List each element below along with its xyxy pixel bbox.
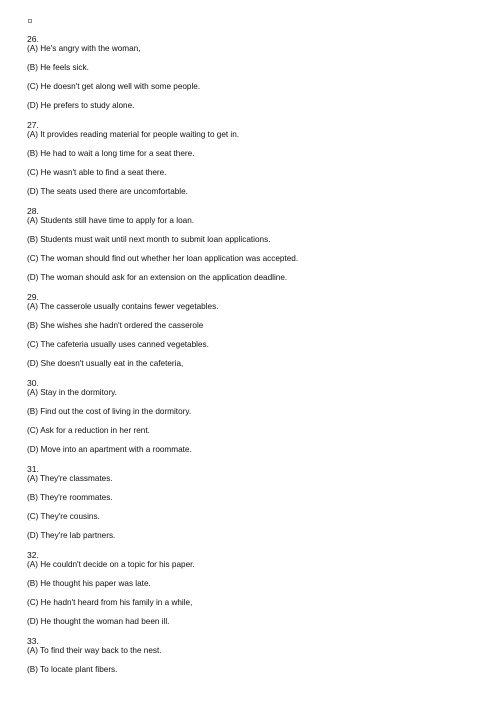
question-number: 26. bbox=[27, 34, 39, 44]
option-b: (B) He had to wait a long time for a seat there. bbox=[27, 149, 195, 158]
option-d: (D) The seats used there are uncomfortable. bbox=[27, 187, 188, 196]
option-b: (B) He thought his paper was late. bbox=[27, 579, 151, 588]
option-a: (A) He's angry with the woman, bbox=[27, 44, 141, 53]
option-d: (D) She doesn't usually eat in the cafeteria, bbox=[27, 359, 184, 368]
option-a: (A) He couldn't decide on a topic for his paper. bbox=[27, 560, 195, 569]
option-d: (D) He prefers to study alone. bbox=[27, 101, 135, 110]
question-27 bbox=[27, 120, 487, 197]
option-a: (A) Students still have time to apply for a loan. bbox=[27, 216, 195, 225]
option-a: (A) Stay in the dormitory. bbox=[27, 388, 117, 397]
option-c: (C) The cafeteria usually uses canned vegetables. bbox=[27, 340, 209, 349]
question-32 bbox=[27, 550, 487, 627]
question-number: 28. bbox=[27, 206, 39, 216]
question-number: 27. bbox=[27, 120, 39, 130]
option-c: (C) The woman should find out whether her loan application was accepted. bbox=[27, 254, 299, 263]
option-b: (B) To locate plant fibers. bbox=[27, 665, 118, 674]
option-a: (A) It provides reading material for people waiting to get in. bbox=[27, 130, 240, 139]
option-b: (B) Find out the cost of living in the dormitory. bbox=[27, 407, 192, 416]
question-number: 32. bbox=[27, 550, 39, 560]
option-d: (D) The woman should ask for an extension on the application deadline. bbox=[27, 273, 288, 282]
option-b: (B) She wishes she hadn't ordered the casserole bbox=[27, 321, 204, 330]
page-corner-mark bbox=[28, 19, 32, 23]
question-number: 31. bbox=[27, 464, 39, 474]
option-b: (B) They're roommates. bbox=[27, 493, 113, 502]
option-c: (C) They're cousins. bbox=[27, 512, 100, 521]
option-a: (A) The casserole usually contains fewer vegetables. bbox=[27, 302, 219, 311]
option-a: (A) They're classmates. bbox=[27, 474, 113, 483]
option-d: (D) They're lab partners. bbox=[27, 531, 116, 540]
option-d: (D) Move into an apartment with a roommate. bbox=[27, 445, 192, 454]
option-c: (C) Ask for a reduction in her rent. bbox=[27, 426, 150, 435]
question-33 bbox=[27, 636, 487, 675]
question-number: 33. bbox=[27, 636, 39, 646]
option-c: (C) He hadn't heard from his family in a while, bbox=[27, 598, 193, 607]
question-28 bbox=[27, 206, 487, 283]
question-number: 29. bbox=[27, 292, 39, 302]
question-30 bbox=[27, 378, 487, 455]
option-b: (B) Students must wait until next month to submit loan applications. bbox=[27, 235, 271, 244]
option-c: (C) He doesn't get along well with some people. bbox=[27, 82, 201, 91]
option-c: (C) He wasn't able to find a seat there. bbox=[27, 168, 167, 177]
option-d: (D) He thought the woman had been ill. bbox=[27, 617, 170, 626]
question-31 bbox=[27, 464, 487, 541]
option-a: (A) To find their way back to the nest. bbox=[27, 646, 162, 655]
option-b: (B) He feels sick. bbox=[27, 63, 89, 72]
question-list bbox=[27, 34, 487, 684]
question-29 bbox=[27, 292, 487, 369]
question-number: 30. bbox=[27, 378, 39, 388]
question-26 bbox=[27, 34, 487, 111]
